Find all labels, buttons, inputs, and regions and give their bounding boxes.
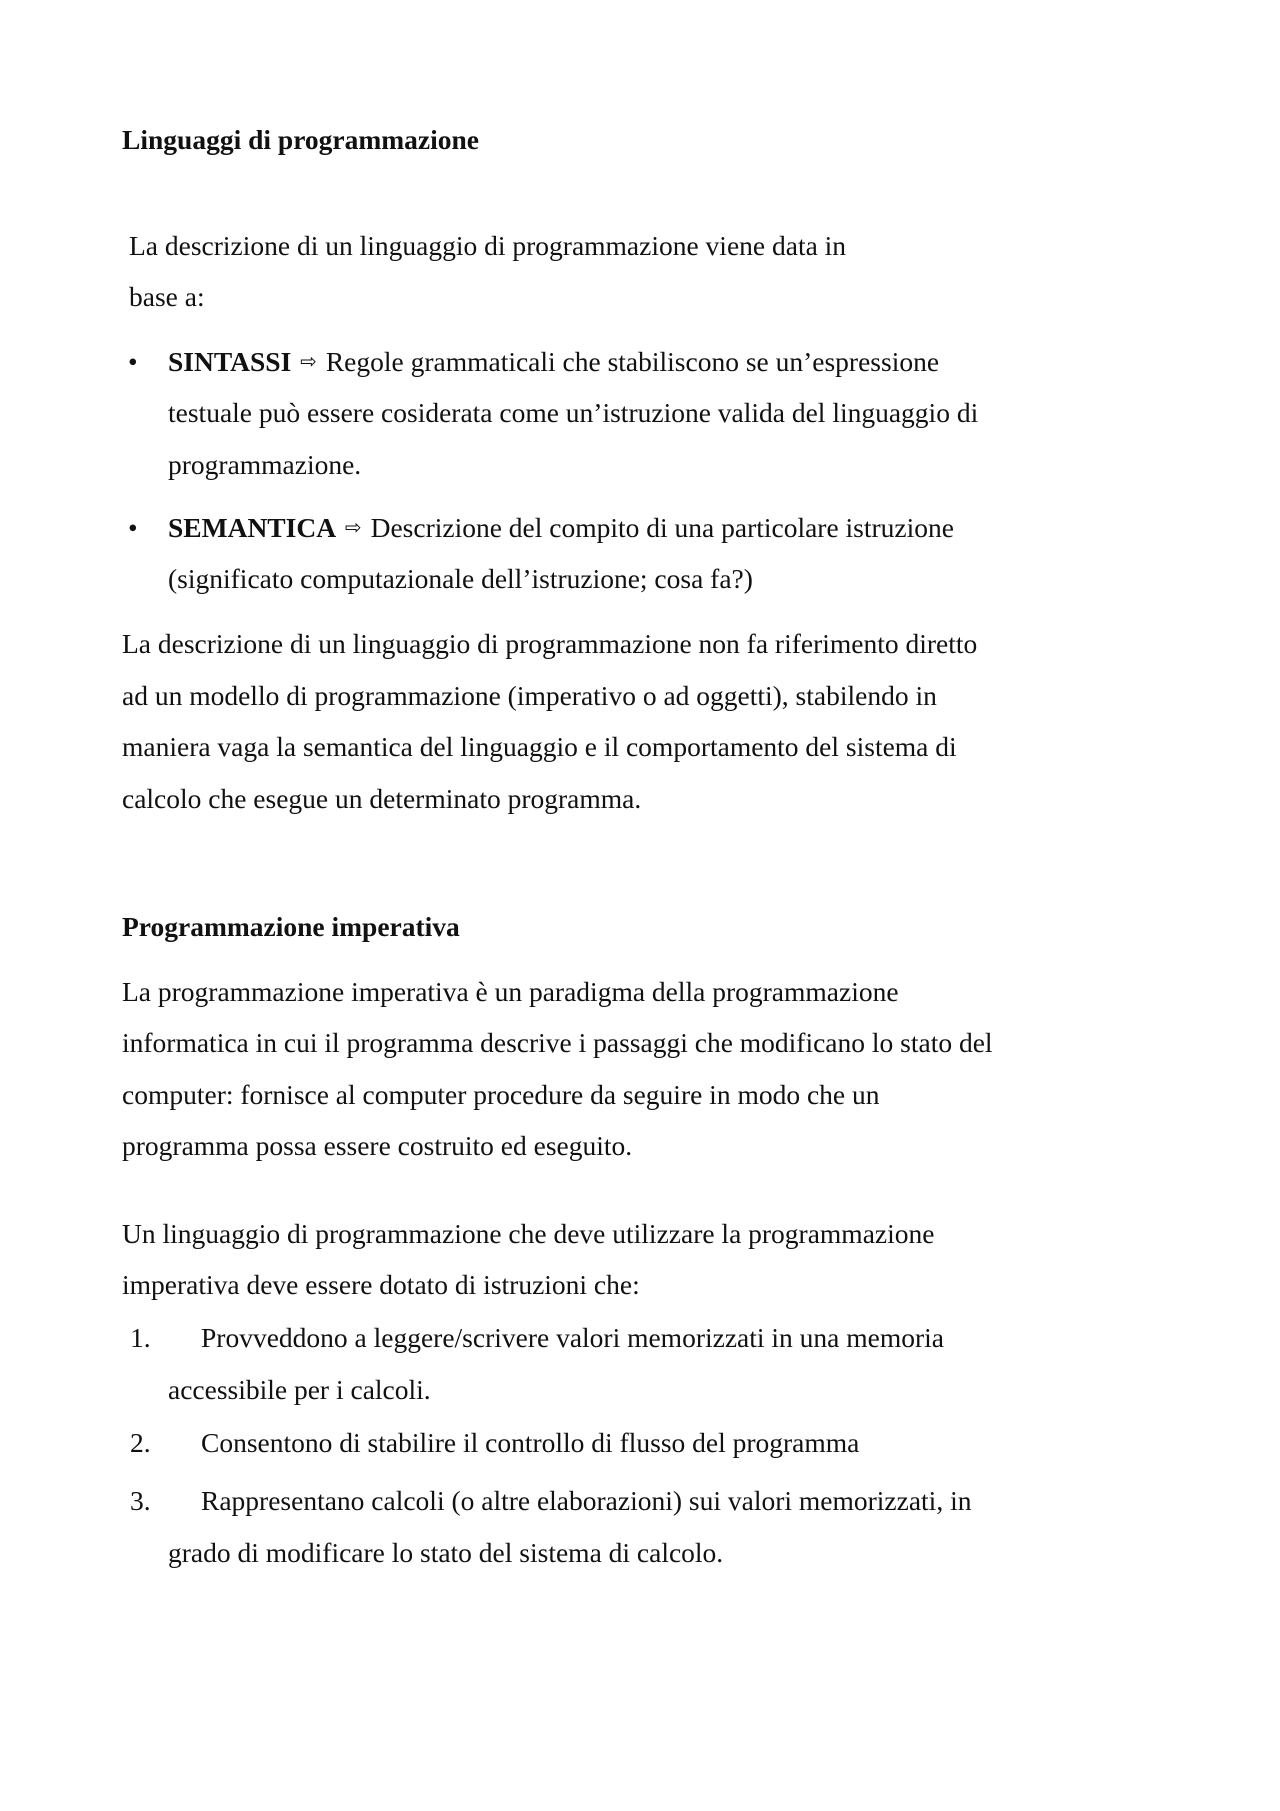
list-text: accessibile per i calcoli. xyxy=(168,1374,431,1405)
section-heading-linguaggi: Linguaggi di programmazione xyxy=(122,124,480,155)
intro-line: La descrizione di un linguaggio di programmazione viene data in xyxy=(129,230,847,261)
list-text: Consentono di stabilire il controllo di flusso del programma xyxy=(201,1427,860,1458)
paragraph-line: calcolo che esegue un determinato programma. xyxy=(122,783,642,814)
bullet-first-line xyxy=(168,512,954,544)
paragraph-line: imperativa deve essere dotato di istruzioni che: xyxy=(122,1269,640,1300)
arrow-right-icon: ⇨ xyxy=(344,515,362,539)
paragraph-line: informatica in cui il programma descrive i passaggi che modificano lo stato del xyxy=(122,1027,993,1058)
paragraph-line: La programmazione imperativa è un paradigma della programmazione xyxy=(122,976,899,1007)
list-number: 2. xyxy=(130,1427,151,1458)
list-text: Rappresentano calcoli (o altre elaborazioni) sui valori memorizzati, in xyxy=(201,1485,972,1516)
intro-line: base a: xyxy=(129,281,205,312)
paragraph-line: Un linguaggio di programmazione che deve utilizzare la programmazione xyxy=(122,1218,935,1249)
list-text: Provveddono a leggere/scrivere valori memorizzati in una memoria xyxy=(201,1322,944,1353)
term-sintassi: SINTASSI xyxy=(168,346,292,377)
section-heading-programmazione-imperativa: Programmazione imperativa xyxy=(122,911,460,942)
list-number: 3. xyxy=(130,1485,151,1516)
bullet-text: programmazione. xyxy=(168,449,362,480)
bullet-first-line xyxy=(168,346,939,378)
paragraph-line: maniera vaga la semantica del linguaggio e il comportamento del sistema di xyxy=(122,731,957,762)
bullet-text: (significato computazionale dell’istruzione; cosa fa?) xyxy=(168,563,753,594)
term-semantica: SEMANTICA xyxy=(168,512,337,543)
bullet-marker: • xyxy=(128,512,138,543)
bullet-text: Descrizione del compito di una particolare istruzione xyxy=(370,512,954,543)
paragraph-line: programma possa essere costruito ed eseguito. xyxy=(122,1130,633,1161)
bullet-marker: • xyxy=(128,346,138,377)
arrow-right-icon: ⇨ xyxy=(300,349,317,373)
paragraph-line: ad un modello di programmazione (imperativo o ad oggetti), stabilendo in xyxy=(122,680,937,711)
bullet-text: Regole grammaticali che stabiliscono se un’espressione xyxy=(325,346,940,377)
list-number: 1. xyxy=(130,1322,151,1353)
list-text: grado di modificare lo stato del sistema di calcolo. xyxy=(168,1537,724,1568)
paragraph-line: computer: fornisce al computer procedure da seguire in modo che un xyxy=(122,1079,880,1110)
paragraph-line: La descrizione di un linguaggio di programmazione non fa riferimento diretto xyxy=(122,628,978,659)
bullet-text: testuale può essere cosiderata come un’istruzione valida del linguaggio di xyxy=(168,397,979,428)
